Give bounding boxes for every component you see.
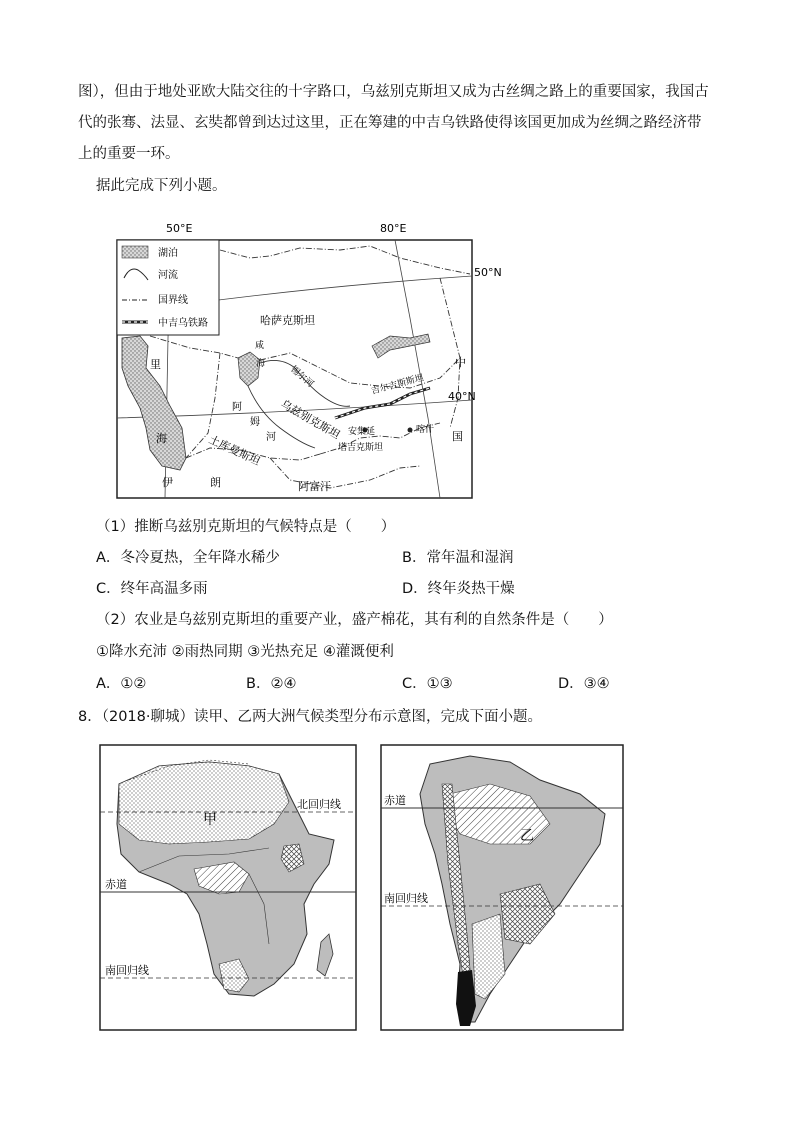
q8-stem: 8．（2018·聊城）读甲、乙两大洲气候类型分布示意图，完成下面小题。 (78, 709, 542, 725)
kashgar-dot (408, 428, 413, 433)
legend-lake: 湖泊 (158, 248, 178, 259)
africa-climate-map (99, 744, 357, 1031)
aral-label-2: 海 (256, 359, 266, 369)
aral-label-1: 咸 (255, 341, 265, 351)
q2-option-b[interactable]: B．②④ (246, 676, 297, 692)
central-asia-map (110, 218, 502, 503)
q1-stem: （1）推断乌兹别克斯坦的气候特点是（ ） (96, 519, 396, 535)
intro-line-1: 图），但由于地处亚欧大陆交往的十字路口，乌兹别克斯坦又成为古丝绸之路上的重要国家，我国古 (78, 84, 709, 100)
jia-label: 甲 (203, 812, 217, 828)
lat-50-label: 50°N (474, 266, 502, 279)
china-label-2: 国 (452, 430, 463, 443)
lake-legend-swatch (122, 246, 148, 258)
africa-north-tropic-label: 北回归线 (297, 798, 341, 811)
turkmenistan-label: 土库曼斯坦 (206, 432, 263, 468)
yi-label: 乙 (520, 828, 534, 844)
tajikistan-label: 塔吉克斯坦 (338, 443, 384, 453)
q2-option-d[interactable]: D．③④ (558, 676, 610, 692)
kazakhstan-label: 哈萨克斯坦 (260, 314, 315, 327)
q1-option-b[interactable]: B．常年温和湿润 (402, 550, 514, 566)
amu-label-1: 阿 (232, 402, 242, 413)
kashgar-label: 喀什 (416, 425, 435, 435)
africa-south-tropic-label: 南回归线 (105, 964, 149, 977)
intro-line-3: 上的重要一环。 (78, 146, 180, 162)
legend-railway: 中吉乌铁路 (158, 318, 208, 329)
q1-option-a[interactable]: A．冬冷夏热，全年降水稀少 (96, 550, 280, 566)
uzbekistan-label: 乌兹别克斯坦 (278, 397, 343, 442)
lon-50-label: 50°E (166, 222, 193, 235)
iran-label-2: 朗 (210, 476, 221, 489)
lon-80-label: 80°E (380, 222, 407, 235)
q1-option-d[interactable]: D．终年炎热干燥 (402, 581, 515, 597)
caspian-label-2: 海 (156, 432, 167, 445)
syr-label: 锡尔河 (288, 364, 316, 390)
caspian-label-1: 里 (150, 358, 161, 371)
legend-border: 国界线 (158, 295, 188, 306)
q2-stem: （2）农业是乌兹别克斯坦的重要产业，盛产棉花，其有利的自然条件是（ ） (96, 612, 613, 628)
amu-label-2: 姆 (250, 417, 260, 428)
intro-line-2: 代的张骞、法显、玄奘都曾到达过这里，正在筹建的中吉乌铁路使得该国更加成为丝绸之路经济带 (78, 115, 702, 131)
q2-items: ①降水充沛 ②雨热同期 ③光热充足 ④灌溉便利 (96, 644, 394, 660)
amu-label-3: 河 (266, 432, 276, 443)
andijan-label: 安集延 (348, 427, 376, 437)
africa-equator-label: 赤道 (105, 878, 127, 891)
china-label-1: 中 (455, 356, 466, 369)
q2-option-c[interactable]: C．①③ (402, 676, 453, 692)
kyrgyzstan-label: 吉尔吉斯斯坦 (370, 373, 425, 397)
q1-option-c[interactable]: C．终年高温多雨 (96, 581, 208, 597)
sa-south-tropic-label: 南回归线 (384, 892, 428, 905)
sa-equator-label: 赤道 (384, 794, 406, 807)
legend-river: 河流 (158, 270, 178, 281)
lat-40-label: 40°N (448, 390, 476, 403)
afghanistan-label: 阿富汗 (298, 480, 331, 493)
south-america-climate-map (380, 744, 624, 1031)
instruction-line: 据此完成下列小题。 (96, 178, 227, 194)
iran-label-1: 伊 (162, 476, 173, 489)
q2-option-a[interactable]: A．①② (96, 676, 147, 692)
